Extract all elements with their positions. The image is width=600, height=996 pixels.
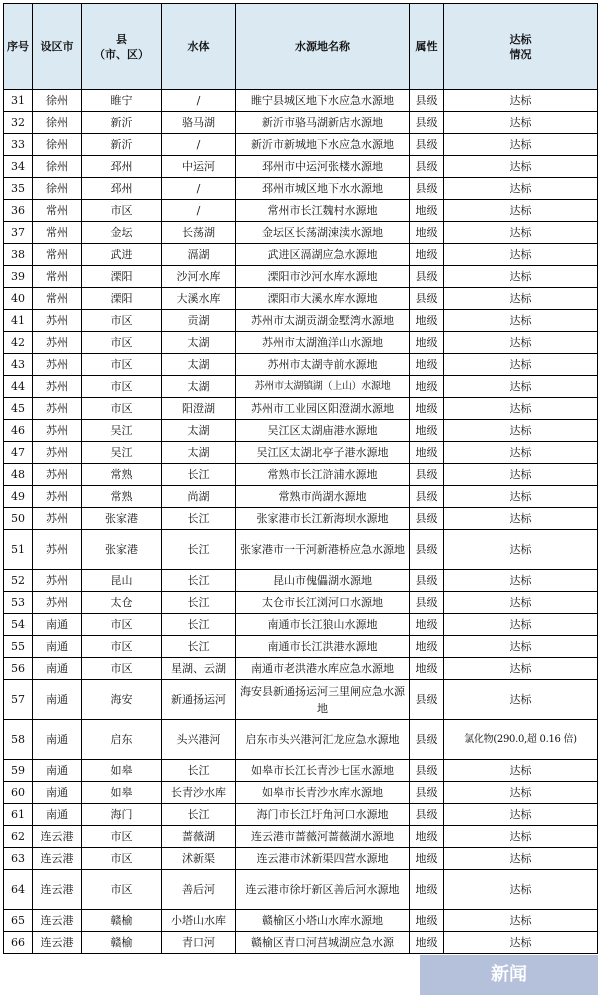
cell-source: 苏州市太湖镇湖（上山）水源地 [236,376,410,398]
cell-level: 地级 [410,354,444,376]
cell-county: 市区 [82,636,162,658]
table-row [4,332,598,354]
cell-status: 达标 [444,760,598,782]
cell-status: 达标 [444,244,598,266]
cell-level: 地级 [410,442,444,464]
cell-source: 吴江区太湖北亭子港水源地 [236,442,410,464]
cell-county: 市区 [82,354,162,376]
cell-status: 达标 [444,200,598,222]
cell-no: 38 [4,244,33,266]
cell-status: 达标 [444,658,598,680]
cell-water: 长江 [162,804,236,826]
cell-water: 长江 [162,530,236,570]
cell-no: 37 [4,222,33,244]
cell-level: 县级 [410,804,444,826]
cell-status: 达标 [444,442,598,464]
cell-city: 徐州 [33,178,82,200]
cell-level: 地级 [410,870,444,910]
cell-city: 连云港 [33,826,82,848]
cell-county: 海安 [82,680,162,720]
cell-status: 达标 [444,826,598,848]
cell-no: 47 [4,442,33,464]
cell-source: 新沂市骆马湖新店水源地 [236,112,410,134]
table-row [4,680,598,720]
cell-source: 南通市老洪港水库应急水源地 [236,658,410,680]
cell-water: 阳澄湖 [162,398,236,420]
cell-city: 苏州 [33,592,82,614]
cell-level: 县级 [410,508,444,530]
cell-status: 达标 [444,288,598,310]
cell-water: 善后河 [162,870,236,910]
table-row [4,266,598,288]
table-body [4,90,598,954]
cell-water: 太湖 [162,354,236,376]
cell-source: 邳州市城区地下水水源地 [236,178,410,200]
table-row [4,508,598,530]
cell-city: 连云港 [33,932,82,954]
cell-water: / [162,90,236,112]
table-row [4,178,598,200]
header-level: 属性 [410,4,444,90]
cell-water: 长江 [162,464,236,486]
cell-county: 睢宁 [82,90,162,112]
cell-no: 64 [4,870,33,910]
cell-status: 达标 [444,870,598,910]
table-row [4,636,598,658]
cell-county: 市区 [82,200,162,222]
header-status: 达标 情况 [444,4,598,90]
cell-source: 昆山市傀儡湖水源地 [236,570,410,592]
cell-water: 蔷薇湖 [162,826,236,848]
cell-level: 地级 [410,200,444,222]
cell-no: 40 [4,288,33,310]
cell-water: 大溪水库 [162,288,236,310]
cell-status: 达标 [444,354,598,376]
cell-level: 地级 [410,848,444,870]
cell-source: 赣榆区青口河莒城湖应急水源 [236,932,410,954]
cell-county: 启东 [82,720,162,760]
cell-county: 市区 [82,826,162,848]
cell-source: 溧阳市沙河水库水源地 [236,266,410,288]
cell-water: 沭新渠 [162,848,236,870]
cell-city: 苏州 [33,376,82,398]
table-row [4,134,598,156]
cell-level: 地级 [410,244,444,266]
cell-water: / [162,200,236,222]
cell-water: 太湖 [162,332,236,354]
cell-county: 昆山 [82,570,162,592]
cell-status: 达标 [444,398,598,420]
cell-water: 太湖 [162,442,236,464]
cell-county: 太仓 [82,592,162,614]
cell-no: 41 [4,310,33,332]
cell-city: 连云港 [33,848,82,870]
cell-level: 县级 [410,680,444,720]
cell-status: 达标 [444,376,598,398]
cell-city: 南通 [33,760,82,782]
cell-county: 市区 [82,870,162,910]
header-source: 水源地名称 [236,4,410,90]
cell-city: 苏州 [33,530,82,570]
cell-level: 县级 [410,782,444,804]
table-row [4,782,598,804]
cell-source: 溧阳市大溪水库水源地 [236,288,410,310]
cell-water: / [162,134,236,156]
cell-county: 邳州 [82,178,162,200]
cell-water: 长青沙水库 [162,782,236,804]
cell-source: 苏州市太湖贡湖金墅湾水源地 [236,310,410,332]
cell-water: / [162,178,236,200]
cell-level: 地级 [410,332,444,354]
table-row [4,200,598,222]
cell-source: 太仓市长江浏河口水源地 [236,592,410,614]
cell-county: 溧阳 [82,266,162,288]
cell-city: 南通 [33,804,82,826]
header-city: 设区市 [33,4,82,90]
cell-city: 苏州 [33,442,82,464]
cell-city: 徐州 [33,134,82,156]
cell-no: 46 [4,420,33,442]
cell-water: 长江 [162,570,236,592]
cell-no: 34 [4,156,33,178]
cell-status: 达标 [444,614,598,636]
cell-no: 59 [4,760,33,782]
cell-status: 达标 [444,782,598,804]
cell-no: 50 [4,508,33,530]
cell-county: 市区 [82,848,162,870]
cell-city: 常州 [33,266,82,288]
cell-city: 徐州 [33,156,82,178]
cell-water: 星湖、云湖 [162,658,236,680]
cell-county: 赣榆 [82,932,162,954]
cell-city: 连云港 [33,870,82,910]
cell-city: 苏州 [33,354,82,376]
cell-status: 达标 [444,804,598,826]
cell-source: 常熟市尚湖水源地 [236,486,410,508]
cell-county: 市区 [82,310,162,332]
cell-no: 60 [4,782,33,804]
cell-level: 县级 [410,266,444,288]
cell-water: 长荡湖 [162,222,236,244]
table-row [4,288,598,310]
cell-status: 达标 [444,310,598,332]
cell-status: 达标 [444,486,598,508]
cell-city: 常州 [33,222,82,244]
cell-no: 35 [4,178,33,200]
cell-status: 达标 [444,266,598,288]
cell-level: 县级 [410,178,444,200]
table-row [4,156,598,178]
cell-no: 61 [4,804,33,826]
cell-water: 太湖 [162,376,236,398]
cell-source: 海安县新通扬运河三里闸应急水源地 [236,680,410,720]
cell-level: 县级 [410,592,444,614]
cell-status: 达标 [444,420,598,442]
table-row [4,398,598,420]
cell-level: 地级 [410,398,444,420]
table-row [4,244,598,266]
cell-no: 58 [4,720,33,760]
cell-city: 苏州 [33,486,82,508]
cell-no: 39 [4,266,33,288]
cell-level: 地级 [410,636,444,658]
cell-water: 长江 [162,592,236,614]
cell-source: 常州市长江魏村水源地 [236,200,410,222]
cell-level: 县级 [410,486,444,508]
cell-no: 44 [4,376,33,398]
cell-no: 56 [4,658,33,680]
cell-no: 33 [4,134,33,156]
cell-city: 南通 [33,720,82,760]
cell-county: 如皋 [82,760,162,782]
cell-source: 连云港市徐圩新区善后河水源地 [236,870,410,910]
cell-source: 海门市长江圩角河口水源地 [236,804,410,826]
cell-county: 吴江 [82,442,162,464]
cell-county: 市区 [82,332,162,354]
cell-city: 苏州 [33,570,82,592]
cell-county: 海门 [82,804,162,826]
cell-county: 新沂 [82,112,162,134]
cell-level: 县级 [410,464,444,486]
table-row [4,486,598,508]
cell-county: 溧阳 [82,288,162,310]
cell-source: 常熟市长江浒浦水源地 [236,464,410,486]
cell-city: 常州 [33,244,82,266]
cell-city: 南通 [33,636,82,658]
cell-no: 65 [4,910,33,932]
cell-water: 新通扬运河 [162,680,236,720]
cell-level: 县级 [410,112,444,134]
cell-source: 苏州市太湖寺前水源地 [236,354,410,376]
cell-water: 青口河 [162,932,236,954]
cell-level: 地级 [410,310,444,332]
cell-no: 49 [4,486,33,508]
table-row [4,112,598,134]
cell-no: 54 [4,614,33,636]
cell-status: 达标 [444,910,598,932]
cell-city: 苏州 [33,464,82,486]
table-row [4,760,598,782]
table-row [4,720,598,760]
cell-water: 头兴港河 [162,720,236,760]
cell-source: 邳州市中运河张楼水源地 [236,156,410,178]
cell-water: 骆马湖 [162,112,236,134]
cell-status: 达标 [444,90,598,112]
cell-city: 连云港 [33,910,82,932]
cell-status: 达标 [444,592,598,614]
water-source-table [3,3,598,954]
cell-no: 31 [4,90,33,112]
header-water: 水体 [162,4,236,90]
cell-source: 启东市头兴港河汇龙应急水源地 [236,720,410,760]
cell-level: 县级 [410,288,444,310]
cell-water: 太湖 [162,420,236,442]
cell-no: 52 [4,570,33,592]
cell-level: 地级 [410,910,444,932]
cell-county: 武进 [82,244,162,266]
cell-level: 地级 [410,222,444,244]
cell-status: 达标 [444,932,598,954]
cell-level: 县级 [410,760,444,782]
cell-county: 新沂 [82,134,162,156]
cell-city: 徐州 [33,112,82,134]
cell-county: 市区 [82,614,162,636]
watermark: 新闻 [420,955,598,995]
cell-water: 小塔山水库 [162,910,236,932]
header-county: 县 （市、区） [82,4,162,90]
table-row [4,658,598,680]
cell-source: 南通市长江洪港水源地 [236,636,410,658]
cell-status: 达标 [444,848,598,870]
table-row [4,592,598,614]
cell-no: 55 [4,636,33,658]
cell-source: 苏州市太湖渔洋山水源地 [236,332,410,354]
cell-source: 连云港市沭新渠四营水源地 [236,848,410,870]
cell-county: 如皋 [82,782,162,804]
cell-county: 赣榆 [82,910,162,932]
cell-water: 长江 [162,636,236,658]
cell-no: 57 [4,680,33,720]
table-row [4,570,598,592]
cell-no: 51 [4,530,33,570]
cell-level: 县级 [410,156,444,178]
cell-city: 南通 [33,680,82,720]
cell-status: 达标 [444,112,598,134]
cell-water: 沙河水库 [162,266,236,288]
table-row [4,464,598,486]
table-row [4,614,598,636]
cell-county: 市区 [82,376,162,398]
cell-level: 地级 [410,420,444,442]
cell-water: 尚湖 [162,486,236,508]
cell-status: 达标 [444,680,598,720]
table-row [4,310,598,332]
cell-source: 赣榆区小塔山水库水源地 [236,910,410,932]
cell-source: 苏州市工业园区阳澄湖水源地 [236,398,410,420]
table-row [4,376,598,398]
header-seq: 序号 [4,4,33,90]
cell-no: 36 [4,200,33,222]
table-row [4,848,598,870]
cell-no: 42 [4,332,33,354]
cell-status: 达标 [444,570,598,592]
cell-status: 氯化物(290.0,超 0.16 倍) [444,720,598,760]
cell-source: 新沂市新城地下水应急水源地 [236,134,410,156]
table-row [4,870,598,910]
cell-county: 张家港 [82,530,162,570]
cell-source: 金坛区长荡湖涑渎水源地 [236,222,410,244]
header-row [4,4,598,90]
cell-no: 53 [4,592,33,614]
cell-city: 常州 [33,288,82,310]
cell-source: 如皋市长江长青沙七匡水源地 [236,760,410,782]
cell-source: 连云港市蔷薇河蔷薇湖水源地 [236,826,410,848]
cell-status: 达标 [444,156,598,178]
cell-level: 地级 [410,614,444,636]
cell-source: 吴江区太湖庙港水源地 [236,420,410,442]
table-row [4,90,598,112]
cell-status: 达标 [444,134,598,156]
cell-source: 如皋市长青沙水库水源地 [236,782,410,804]
cell-water: 长江 [162,508,236,530]
table-row [4,932,598,954]
cell-level: 县级 [410,720,444,760]
cell-city: 苏州 [33,420,82,442]
cell-county: 金坛 [82,222,162,244]
cell-level: 地级 [410,376,444,398]
table-row [4,420,598,442]
cell-city: 苏州 [33,332,82,354]
cell-level: 县级 [410,530,444,570]
cell-water: 贡湖 [162,310,236,332]
cell-no: 48 [4,464,33,486]
cell-status: 达标 [444,332,598,354]
cell-status: 达标 [444,464,598,486]
cell-city: 南通 [33,614,82,636]
cell-source: 张家港市长江新海坝水源地 [236,508,410,530]
cell-water: 中运河 [162,156,236,178]
cell-status: 达标 [444,530,598,570]
table-row [4,804,598,826]
table-row [4,442,598,464]
cell-county: 常熟 [82,464,162,486]
cell-water: 长江 [162,760,236,782]
cell-city: 常州 [33,200,82,222]
cell-county: 邳州 [82,156,162,178]
cell-no: 62 [4,826,33,848]
cell-county: 常熟 [82,486,162,508]
cell-county: 张家港 [82,508,162,530]
cell-water: 长江 [162,614,236,636]
cell-level: 地级 [410,826,444,848]
cell-status: 达标 [444,178,598,200]
table-row [4,910,598,932]
cell-county: 吴江 [82,420,162,442]
cell-source: 张家港市一干河新港桥应急水源地 [236,530,410,570]
cell-level: 县级 [410,134,444,156]
cell-level: 地级 [410,932,444,954]
cell-level: 县级 [410,570,444,592]
cell-level: 县级 [410,90,444,112]
table-row [4,222,598,244]
cell-county: 市区 [82,398,162,420]
cell-city: 苏州 [33,398,82,420]
cell-no: 63 [4,848,33,870]
cell-city: 苏州 [33,310,82,332]
cell-no: 43 [4,354,33,376]
cell-source: 武进区滆湖应急水源地 [236,244,410,266]
cell-level: 地级 [410,658,444,680]
cell-source: 睢宁县城区地下水应急水源地 [236,90,410,112]
cell-no: 45 [4,398,33,420]
cell-city: 徐州 [33,90,82,112]
table-row [4,354,598,376]
cell-water: 滆湖 [162,244,236,266]
cell-source: 南通市长江狼山水源地 [236,614,410,636]
cell-status: 达标 [444,222,598,244]
table-row [4,826,598,848]
cell-county: 市区 [82,658,162,680]
cell-status: 达标 [444,508,598,530]
cell-no: 32 [4,112,33,134]
cell-city: 南通 [33,782,82,804]
cell-city: 南通 [33,658,82,680]
cell-city: 苏州 [33,508,82,530]
cell-status: 达标 [444,636,598,658]
table-row [4,530,598,570]
cell-no: 66 [4,932,33,954]
